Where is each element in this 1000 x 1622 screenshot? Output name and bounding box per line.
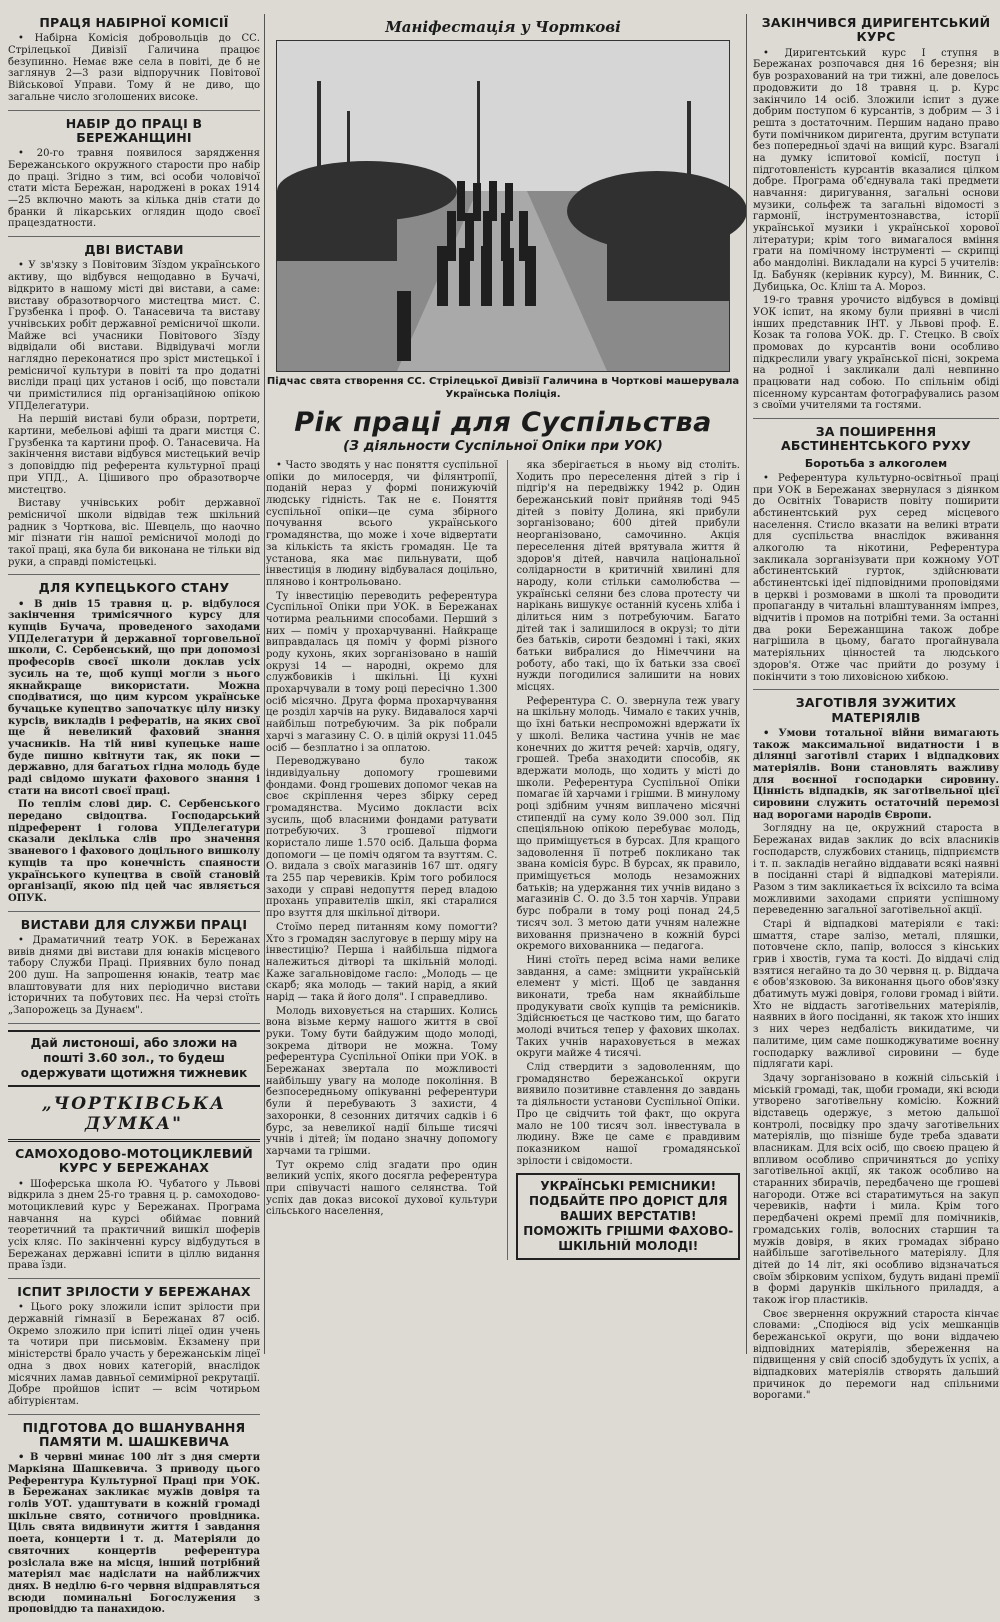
article-shashkevych <box>8 1421 260 1622</box>
article-paragraph: Здачу зорганізовано в кожній сільській і міській громаді, так, щоби громади, які всюди утворено заготівельну комісію. Кожний відставець одержує, з метою дальшої контролі, посвідку про здачу заготівельних матеріялів, що пізніше буде треба здавати власникам. Для всіх осіб, що своєю працею й впливом особливо спричиняться до успіху заготівельної акції, як також особливо на старанних збирачів, передбачено ще грошеві нагороди. Отже всі старатимуться на закуп черевиків, нафти і мила. Крім того передбачені окремі премії для помічників, громадських голів, волосних старшин та мужів довіря, в яких громадах зібрано найбільше заготівельного матеріялу. Для дітей до 14 літ, які особливо відзначаться своїм збірковим успіхом, будуть видані премії в формі дарунків шкільного приладдя, а також ігор пластиків. <box>753 1072 999 1306</box>
article-paragraph: Ту інвестицію переводить референтура Суспільної Опіки при УОК. в Бережанах чотирма реальними способами. Перший з них — поміч у прохарчуванні. Найкраще виправдалась ця поміч у формі різного роду кухонь, яких зорганізовано в нашій окрузі 14 — народні, окремо для службовиків і шкільні. Ці кухні прохарчували в тому році пересічно 1.300 осіб місячно. Друга форма прохарчування це розділ харчів на руку. Видавалося харчі найбільш потребуючим. За рік побрали харчі з магазину С. О. в цілій окрузі 11.045 осіб — безплатно і за оплатою. <box>266 590 498 754</box>
article-zahotivlia <box>753 696 999 1408</box>
article-paragraph: Нині стоїть перед всіма нами велике завдання, а саме: зміцнити українській елемент у місті. Щоб це завдання виконати, треба нам якнайбільше продукувати своїх купців та ремісників. Здійснюється це частково тим, що багато молоді вчиться тепер у фахових школах. Таких учнів нараховується в межах округи майже 4 тисячі. <box>516 954 740 1060</box>
article-paragraph: Старі й відпадкові матеріяли є такі: шмаття, старе залізо, металі, пляшки, потовчене скло, папір, волосся з кінських грив і хвостів, гума та кості. До віддачі слід взятися негайно та до 30 червня ц. р. Віддача є обов'язковою. За виконання цього обов'язку дбатимуть мужі довіря, голови громад і війти. Хто не віддасть заготівельних матеріялів, наявних в його посіданні, як також хто інших з них через недбалість викидатиме, чи палитиме, цим саме пошкоджуватиме воєнну господарку важливої сировини — буде підлягати карі. <box>753 918 999 1071</box>
main-article-body <box>266 460 740 1260</box>
article-title: ПІДГОТОВА ДО ВШАНУВАННЯ ПАМЯТИ М. ШАШКЕВИЧА <box>22 1419 246 1449</box>
main-article-column-2 <box>507 460 740 1260</box>
article-title: ЗА ПОШИРЕННЯ АБСТИНЕНТСЬКОГО РУХУ <box>781 424 971 454</box>
article-dvi-vystavy <box>8 243 260 575</box>
newspaper-banner: „ЧОРТКІВСЬКА ДУМКА" <box>8 1091 260 1142</box>
article-title: ДЛЯ КУПЕЦЬКОГО СТАНУ <box>38 580 230 596</box>
article-body: • Цього року зложили іспит зрілости при державній гімназії в Бережанах 87 осіб. Окремо зложило при іспиті ліцеї один учень та чотири при письмовім. Екзамену при міністерстві брало участь у бережанськім ліцеї одна з двох нових категорій, внаслідок місячних ламав давньої семимірної рекрутації. Добре пройшов іспит — всім чотирьом абітурієнтам. <box>8 1302 260 1407</box>
article-paragraph: Виставу учнівських робіт державної ремісничої школи відвідав теж шкільний радник з Чорткова, віс. Шевцель, що наочно міг пізнати гін нашої ремісничої молоді до такої праці, яка була би виконана не тільки від руки, а справді помістецькі. <box>8 498 260 568</box>
article-nabirna-komisiia <box>8 16 260 111</box>
article-dyryhentskyi-kurs <box>753 16 999 419</box>
article-paragraph: • Диригентський курс І ступня в Бережанах розпочався дня 16 березня; він був розрахований на три тижні, але довелось продовжити до 18 травня ц. р. Курс закінчило 14 осіб. Зложили іспит з дуже добрим поступом 6 курсантів, з добрим — 3 і решта з достаточним. Першим надано право бути помічником диригента, другим вступати без попередньої здачі на вищий курс. Взагалі на думку іспитової комісії, поступ і підготовленість курсантів вказалися цілком добре. Програма об'єднувала такі предмети навчання: диригування, загальні основи музики, сольфеж та загальні відомості з гармонії, інструментознавства, історії української музики і української хорової літератури; крім того вимагалося вміння грати на помічному інструменті — скрипці або мандоліні. Викладали на курсі 5 учителів: Ід. Бабуняк (керівник курсу), М. Винник, С. Дубицька, Ос. Кліш та А. Мороз. <box>753 47 999 293</box>
article-body: • В червні минає 100 літ з дня смерти Маркіяна Шашкевича. З приводу цього Референтура Культурної Праці при УОК. в Бережанах закликає мужів довіря та голів УОТ. удаштувати в кожній громаді шкільне свято, сотничого провідника. Ціль свята видвинути життя і завдання поета, концерти і т. д. Матеріяли до святочних концертів референтура розіслала вже на місця, інший потрібний матеріял має надіслати на найближчих днях. В неділю 6-го червня відправляться всюди поминальні Богослужения з проповіддю та панахидою. <box>8 1452 260 1616</box>
main-headline: Рік праці для Суспільства <box>294 407 712 438</box>
article-paragraph: 19-го травня урочисто відбувся в домівці УОК іспит, на якому були приявні в числі інших представник ІНТ. у Львові проф. Е. Козак та голова УОК. др. Г. Стецко. В своїх промовах до курсантів вони особливо підкреслили увагу української пісні, зокрема на родної і закликали далі невпинно працювати над собою. По спільнім обіді пісенному курсантам фотографувались разом з своїми учителями та гостями. <box>753 295 999 412</box>
article-paragraph: Слід ствердити з задоволенням, що громадянство бережанської округи виявило позитивне ставлення до завдань та діяльности установи Суспільної Опіки. Про це свідчить той факт, що округа мало не 100 тисяч зол. інвестувала в людину. Вже це саме є правдивим показником нашої громадянської зрілости і свідомости. <box>516 1062 740 1167</box>
photo-caption: Підчас свята створення СС. Стрілецької Дивізії Галичина в Чорткові машерувала Українська Поліція. <box>266 376 740 400</box>
article-title: ЗАКІНЧИВСЯ ДИРИГЕНТСЬКИЙ КУРС <box>761 15 991 45</box>
article-paragraph: По теплім слові дир. С. Сербенського передано свідоцтва. Господарський підреферент і голова УПДелегатури сказали декілька слів про значення званевого і фахового доцільного вишколу купців та про конечність спаяности українського купецтва в своїй становій організації, якою під цей час являється ОПУК. <box>8 799 260 904</box>
subscription-notice: Дай листоноші, або зложи на пошті 3.60 зол., то будеш одержувати щотижня тижневик <box>8 1030 260 1087</box>
article-paragraph: • Часто зводять у нас поняття суспільної опіки до милосердя, чи філянтропії, поданій нераз у формі понижуючій людську гідність. Так не є. Поняття суспільної опіки—це сума збірного почування всього українського громадянства, що може і хоче відвертати за кількість та якість громадян. Це та установа, яка має пильнувати, щоб інвестиція в людину відбувалася доцільно, пляново і контрольовано. <box>266 460 498 588</box>
article-paragraph: • У зв'язку з Повітовим Зїздом українського активу, що відбувся нещодавно в Бучачі, відкрито в нашому місті дві вистави, а саме: виставу образотворчого мистецтва мист. С. Грузбенка і проф. О. Танасевича та виставу учнівських робіт державної ремісничої школи. Майже всі учасники Повітового Зїзду відвідали обі вистави. Відвідувачі могли наглядно переконатися про зріст мистецької і ремісничої культури в повіті та про додатні висліди праці цих установ і осіб, що повстали чи примістилися під організаційною опікою УПДелегатури. <box>8 260 260 412</box>
article-subtitle: Боротьба з алкоголем <box>804 456 948 470</box>
article-paragraph: • В днів 15 травня ц. р. відбулося закінчення тримісячного курсу для купців Бучача, проведеного заходами УПДелегатури й державної торговельної школи, С. Сербенський, що при допомозі професорів своєї школи доклав усіх зусиль на те, щоб купці могли з нього якнайкраще використати. Можна сподіватися, що цим курсом українське бучацьке купецтво започаткує цілу низку курсів, викладів і рефератів, на яких свої ще й невеликий фаховий знання учасників. На тій ниві купецьке наше буде пишно квітнути так, як поки — державно, для багатьох гідна молодь буде раді свідомо шукати фахового знання і стати на висоті своєї праці. <box>8 598 260 797</box>
article-title: САМОХОДОВО-МОТОЦИКЛЕВИЙ КУРС У БЕРЕЖАНАХ <box>15 1145 253 1176</box>
article-paragraph: яка зберігається в ньому від століть. Ходить про переселення дітей з гір і підгір'я на передвіжку 1942 р. Один бережанський повіт прийняв тоді 945 дітей з повіту Долина, які прибули зорганізовано; 600 дітей прибули неорганізовано, самочинно. Акція переселення дітей врятувала життя й здоров'я дітей, навчила національної солідарности в критичній хвилині для народу, коли стільки самолюбства — українські селяни без слова протесту чи нарікань вишукує останній кусень хліба і ділиться ним з потребуючим. Багато дітей так і залишилося в окрузі; то діти без батьків, сироти бездомні і такі, яких батьки вибралися до Німеччини на роботу, або такі, що їх батьки зза своєї нужди погодилися залишити на нових місцях. <box>516 460 740 694</box>
middle-column <box>266 14 740 1354</box>
article-title: ВИСТАВИ ДЛЯ СЛУЖБИ ПРАЦІ <box>20 916 248 932</box>
article-paragraph: Зоглядну на це, окружний староста в Бережанах видав заклик до всіх власників господарств, службових станиць, підприємств і т. п. закладів негайно віддавати всякі наявні в посіданні старі й відпадкові матеріяли. Разом з тим закликається їх всіхсило та всіма можливими заходами сприяти успішному переведенню загальної заготівельної акції. <box>753 823 999 917</box>
article-paragraph: Молодь виховується на старших. Колись вона візьме керму нашого життя в свої руки. Тому бути байдужим щодо молоді, зокрема дітвори не можна. Тому референтура Суспільної Опіки при УОК. в Бережанах звертала по можливості найбільшу увагу на молоде покоління. В безпосередньому опікуванні референтури були й перебувають 3 захисти, 4 захоронки, 8 сезонних дитячих садків і 6 бурс, за невеликої надії більше тисячі учнів і дітей; їм подано значну допомогу харчами та грішми. <box>266 1005 498 1157</box>
main-subheadline: (З діяльности Суспільної Опіки при УОК) <box>343 438 663 454</box>
article-title: НАБІР ДО ПРАЦІ В БЕРЕЖАНЩИНІ <box>65 115 203 145</box>
article-paragraph: Переводжувано було також індивідуальну допомогу грошевими фондами. Фонд грошевих допомог чекав на своє скріплення через збірку серед громадянства. Мусимо докласти всіх зусиль, щоб власними фондами ратувати потребуючих. З грошевої підмоги користало лише 1.570 осіб. Дальша форма допомоги — це поміч одягом та взуттям. С. О. видала з своїх магазинів 167 шт. одягу та 255 пар черевиків. Крім того робилося заходи у справі недопуття перед владою прохань управителів шкіл, які старалися про взуття для шкільної дітвори. <box>266 756 498 920</box>
article-body: • Референтура культурно-освітньої праці при УОК в Бережанах звернулася з діянком до Освітніх Товариств повіту поширити абстинентський рух серед місцевого населення. Стисло вказати на великі втрати для суспільства внаслідок вживання алкоголю та нікотини, Референтура закликала зорганізувати при кожному УОТ абстинентський гурток, здійснювати абстинентські ідеї підповідними проповідями в церкві і розмовами в школі та проводити пропаганду в читальні влаштуванням імпрез, відчитів і промов на потрібні теми. За останні два роки Бережанщина також добре нагрішила в цьому, багато прогайнувала матеріяльних цінностей та людського здоров'я. Отже час прийти до розуму і покінчити з тою лиховісною хибкою. <box>753 472 999 683</box>
photo-kicker: Маніфестація у Чорткові <box>385 18 621 36</box>
article-body: • Шоферська школа Ю. Чубатого у Львові відкрила з днем 25-го травня ц. р. самоходово-мотоциклевий курс у Бережанах. Програма навчання на курсі обіймає повний теоретичний та практичний вишкіл шоферів усіх кляс. По закінченні курсу відбудуться в Бережанах державні іспити в ціллю видання права їзди. <box>8 1178 260 1272</box>
article-title: ІСПИТ ЗРІЛОСТИ У БЕРЕЖАНАХ <box>17 1284 251 1299</box>
right-column <box>746 14 999 1402</box>
article-paragraph: • Умови тотальної війни вимагають також максимальної видатности і в ділянці заготівлі старих і відпадкових матеріялів. Вони становлять важливу для воєнної господарки сировину. Цінність відпадків, як заготівельної цієї сировини служить остаточній перемозі над ворогами народів Європи. <box>753 727 999 821</box>
parade-photo-illustration <box>277 41 729 371</box>
article-paragraph: Тут окремо слід згадати про один великий успіх, якого досягла референтура при співучасті нашого селянства. Той успіх дав доказ високої духової культури сільського населення, <box>266 1159 498 1218</box>
article-body: • Драматичний театр УОК. в Бережанах вивів днями дві вистави для юнаків місцевого табору Служби Праці. Приявних було понад 200 душ. На запрошення юнаків, театр має влаштовувати для них періодично вистави історичних та побутових пєс. На черзі стоїть „Запорожець за Дунаєм". <box>8 934 260 1017</box>
article-motocykl-kurs <box>8 1147 260 1279</box>
article-paragraph: На першій виставі були образи, портрети, картини, мебельові афіші та драги мистця С. Грузбенка та картини проф. О. Танасевича. На закінчення вистави відбувся мистецький вечір з доповіддю під референта культурної праці при УПД., А. Цішивого про образотворче мистецтво. <box>8 414 260 496</box>
article-paragraph: Стоїмо перед питанням кому помогти? Хто з громадян заслуговує в першу міру на інвестицію? Перша і найбільша підмога належиться дітворі та шкільній молоді. Каже загальновідоме гасло: „Молодь — це скарб; яка молодь — такий нарід, а який нарід — така й його доля". І справедливо. <box>266 921 498 1003</box>
article-body: • Набірна Комісія добровольців до СС. Стрілецької Дивізії Галичина працює безупинно. Немає вже села в повіті, де б не заглянув 2—3 рази відпоручник Повітової Військової Управи. Тому й не диво, що загальне число зголошених високе. <box>8 33 260 103</box>
article-title: ПРАЦЯ НАБІРНОЇ КОМІСІЇ <box>39 15 229 30</box>
article-title: ДВІ ВИСТАВИ <box>84 242 184 258</box>
craftsmen-appeal: УКРАЇНСЬКІ РЕМІСНИКИ! ПОДБАЙТЕ ПРО ДОРІСТ ДЛЯ ВАШИХ ВЕРСТАТІВ! ПОМОЖІТЬ ГРІШМИ ФАХОВО-ШКІЛЬНІЙ МОЛОДІ! <box>516 1173 740 1260</box>
article-body: • 20-го травня появилося зарядження Бережанського окружного старости про набір до праці. Згідно з тим, всі особи чоловічої стати міста Бережан, народжені в роках 1914—25 включно мають за кілька днів стати до бранки й лікарських оглядин щодо своєї працездатности. <box>8 148 260 230</box>
article-title: ЗАГОТІВЛЯ ЗУЖИТИХ МАТЕРІЯЛІВ <box>795 695 957 725</box>
article-abstynentskyi-rukh <box>753 425 999 690</box>
article-paragraph: Референтура С. О. звернула теж увагу на шкільну молодь. Чимало є таких учнів, що їхні батьки неспроможні вдержати їх у школі. Велика частина учнів не має конечних до життя речей: харчів, одягу, грошей. Треба знаходити способів, як вдержати молодь, що ходить у місті до школи. Референтура Суспільної Опіки помагає їй харчами і грішми. В минулому році здібним учням виплачено місячні стипендії на суму коло 39.000 зол. Під спеціяльною опікою перебуває молодь, що приміщується в бурсах. Для кращого задоволення її потреб покликано так звана комісія бурс. В бурсах, як правило, приміщується молодь незаможних батьків; на удержання тих учнів видано з магазинів С. О. до 3.5 тон харчів. Управи бурс побрали в тому році понад 24,5 тисяч зол. З метою дати учням належне виховання призначено в кожній бурсі окремого вихованника — педагога. <box>516 695 740 953</box>
article-kupetskyi-stan <box>8 581 260 911</box>
main-article-column-1 <box>266 460 497 1260</box>
parade-photo <box>276 40 730 372</box>
article-nabir-do-pratsi <box>8 117 260 238</box>
article-vystavy-sluzhba-pratsi <box>8 918 260 1024</box>
article-ispyt-zrilosty <box>8 1285 260 1415</box>
left-column <box>8 14 265 1616</box>
article-paragraph: Своє звернення окружний староста кінчає словами: „Сподіюся від усіх мешканців бережанської округи, що вони віддачею відповідних матеріялів, збереження на підвищення у свій спосіб здобудуть їх успіх, а відпадкових матеріялів створять дальший причинок до перемоги над спільними ворогами." <box>753 1308 999 1402</box>
